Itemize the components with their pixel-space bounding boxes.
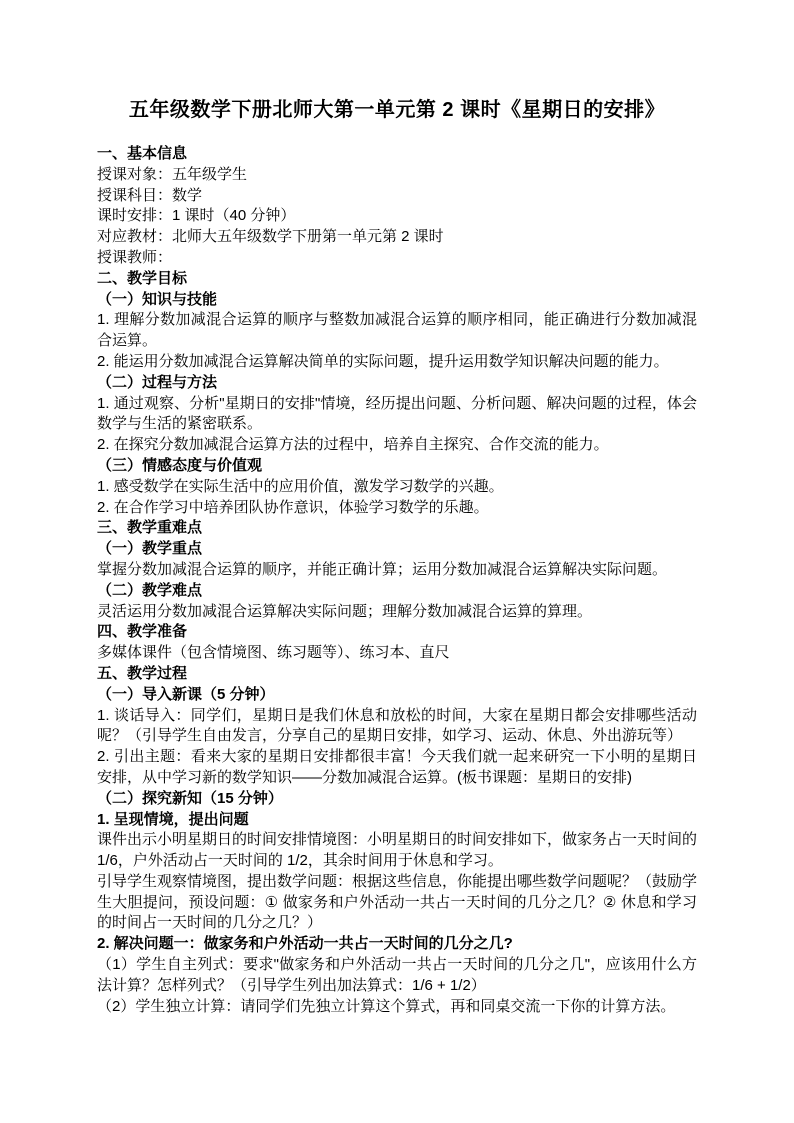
section-heading: （二）过程与方法 xyxy=(97,373,218,391)
paragraph: 2. 引出主题：看来大家的星期日安排都很丰富！今天我们就一起来研究一下小明的星期日安排，从中学习新的数学知识——分数加减混合运算。(板书课题：星期日的安排) xyxy=(97,748,697,786)
section-heading: 四、教学准备 xyxy=(97,623,188,641)
paragraph: 1. 谈话导入：同学们，星期日是我们休息和放松的时间，大家在星期日都会安排哪些活动呢？（引导学生自由发言，分享自己的星期日安排，如学习、运动、休息、外出游玩等） xyxy=(97,706,697,745)
paragraph: 掌握分数加减混合运算的顺序，并能正确计算；运用分数加减混合运算解决实际问题。 xyxy=(97,560,668,578)
document-body xyxy=(97,144,697,1017)
section-heading: （一）知识与技能 xyxy=(97,290,218,308)
section-heading: （一）教学重点 xyxy=(97,540,203,558)
section-heading: 2. 解决问题一：做家务和户外活动一共占一天时间的几分之几? xyxy=(97,935,513,953)
paragraph: 2. 能运用分数加减混合运算解决简单的实际问题，提升运用数学知识解决问题的能力。 xyxy=(97,352,669,370)
section-heading: 二、教学目标 xyxy=(97,269,188,287)
paragraph: 授课教师： xyxy=(97,248,173,266)
paragraph: 授课科目：数学 xyxy=(97,186,203,204)
paragraph: 2. 在合作学习中培养团队协作意识，体验学习数学的乐趣。 xyxy=(97,498,489,516)
paragraph: 2. 在探究分数加减混合运算方法的过程中，培养自主探究、合作交流的能力。 xyxy=(97,436,609,454)
section-heading: （一）导入新课（5 分钟） xyxy=(97,685,275,703)
section-heading: 五、教学过程 xyxy=(97,664,188,682)
section-heading: （二）教学难点 xyxy=(97,581,203,599)
paragraph: 灵活运用分数加减混合运算解决实际问题；理解分数加减混合运算的算理。 xyxy=(97,602,593,620)
paragraph: 授课对象：五年级学生 xyxy=(97,165,248,183)
paragraph: 多媒体课件（包含情境图、练习题等）、练习本、直尺 xyxy=(97,644,450,662)
paragraph: 对应教材：北师大五年级数学下册第一单元第 2 课时 xyxy=(97,228,444,246)
paragraph: 课时安排：1 课时（40 分钟） xyxy=(97,207,296,225)
paragraph: 引导学生观察情境图，提出数学问题：根据这些信息，你能提出哪些数学问题呢？（鼓励学生大胆提问，预设问题：① 做家务和户外活动一共占一天时间的几分之几？② 休息和学习的时间占一天时间的几分之几？） xyxy=(97,872,698,932)
paragraph: （1）学生自主列式：要求"做家务和户外活动一共占一天时间的几分之几"，应该用什么方法计算？怎样列式？（引导学生列出加法算式：1/6 + 1/2） xyxy=(97,956,697,994)
paragraph: 1. 通过观察、分析"星期日的安排"情境，经历提出问题、分析问题、解决问题的过程，体会数学与生活的紧密联系。 xyxy=(97,394,697,433)
page-title: 五年级数学下册北师大第一单元第 2 课时《星期日的安排》 xyxy=(128,99,666,121)
section-heading: （三）情感态度与价值观 xyxy=(97,456,263,474)
section-heading: 三、教学重难点 xyxy=(97,519,203,537)
paragraph: 课件出示小明星期日的时间安排情境图：小明星期日的时间安排如下，做家务占一天时间的 1/6，户外活动占一天时间的 1/2，其余时间用于休息和学习。 xyxy=(97,831,698,870)
section-heading: 1. 呈现情境，提出问题 xyxy=(97,810,249,828)
paragraph: 1. 感受数学在实际生活中的应用价值，激发学习数学的兴趣。 xyxy=(97,477,504,495)
paragraph: 1. 理解分数加减混合运算的顺序与整数加减混合运算的顺序相同，能正确进行分数加减混合运算。 xyxy=(97,311,697,350)
paragraph: （2）学生独立计算：请同学们先独立计算这个算式，再和同桌交流一下你的计算方法。 xyxy=(97,997,676,1015)
section-heading: （二）探究新知（15 分钟） xyxy=(97,789,283,807)
section-heading: 一、基本信息 xyxy=(97,145,188,162)
